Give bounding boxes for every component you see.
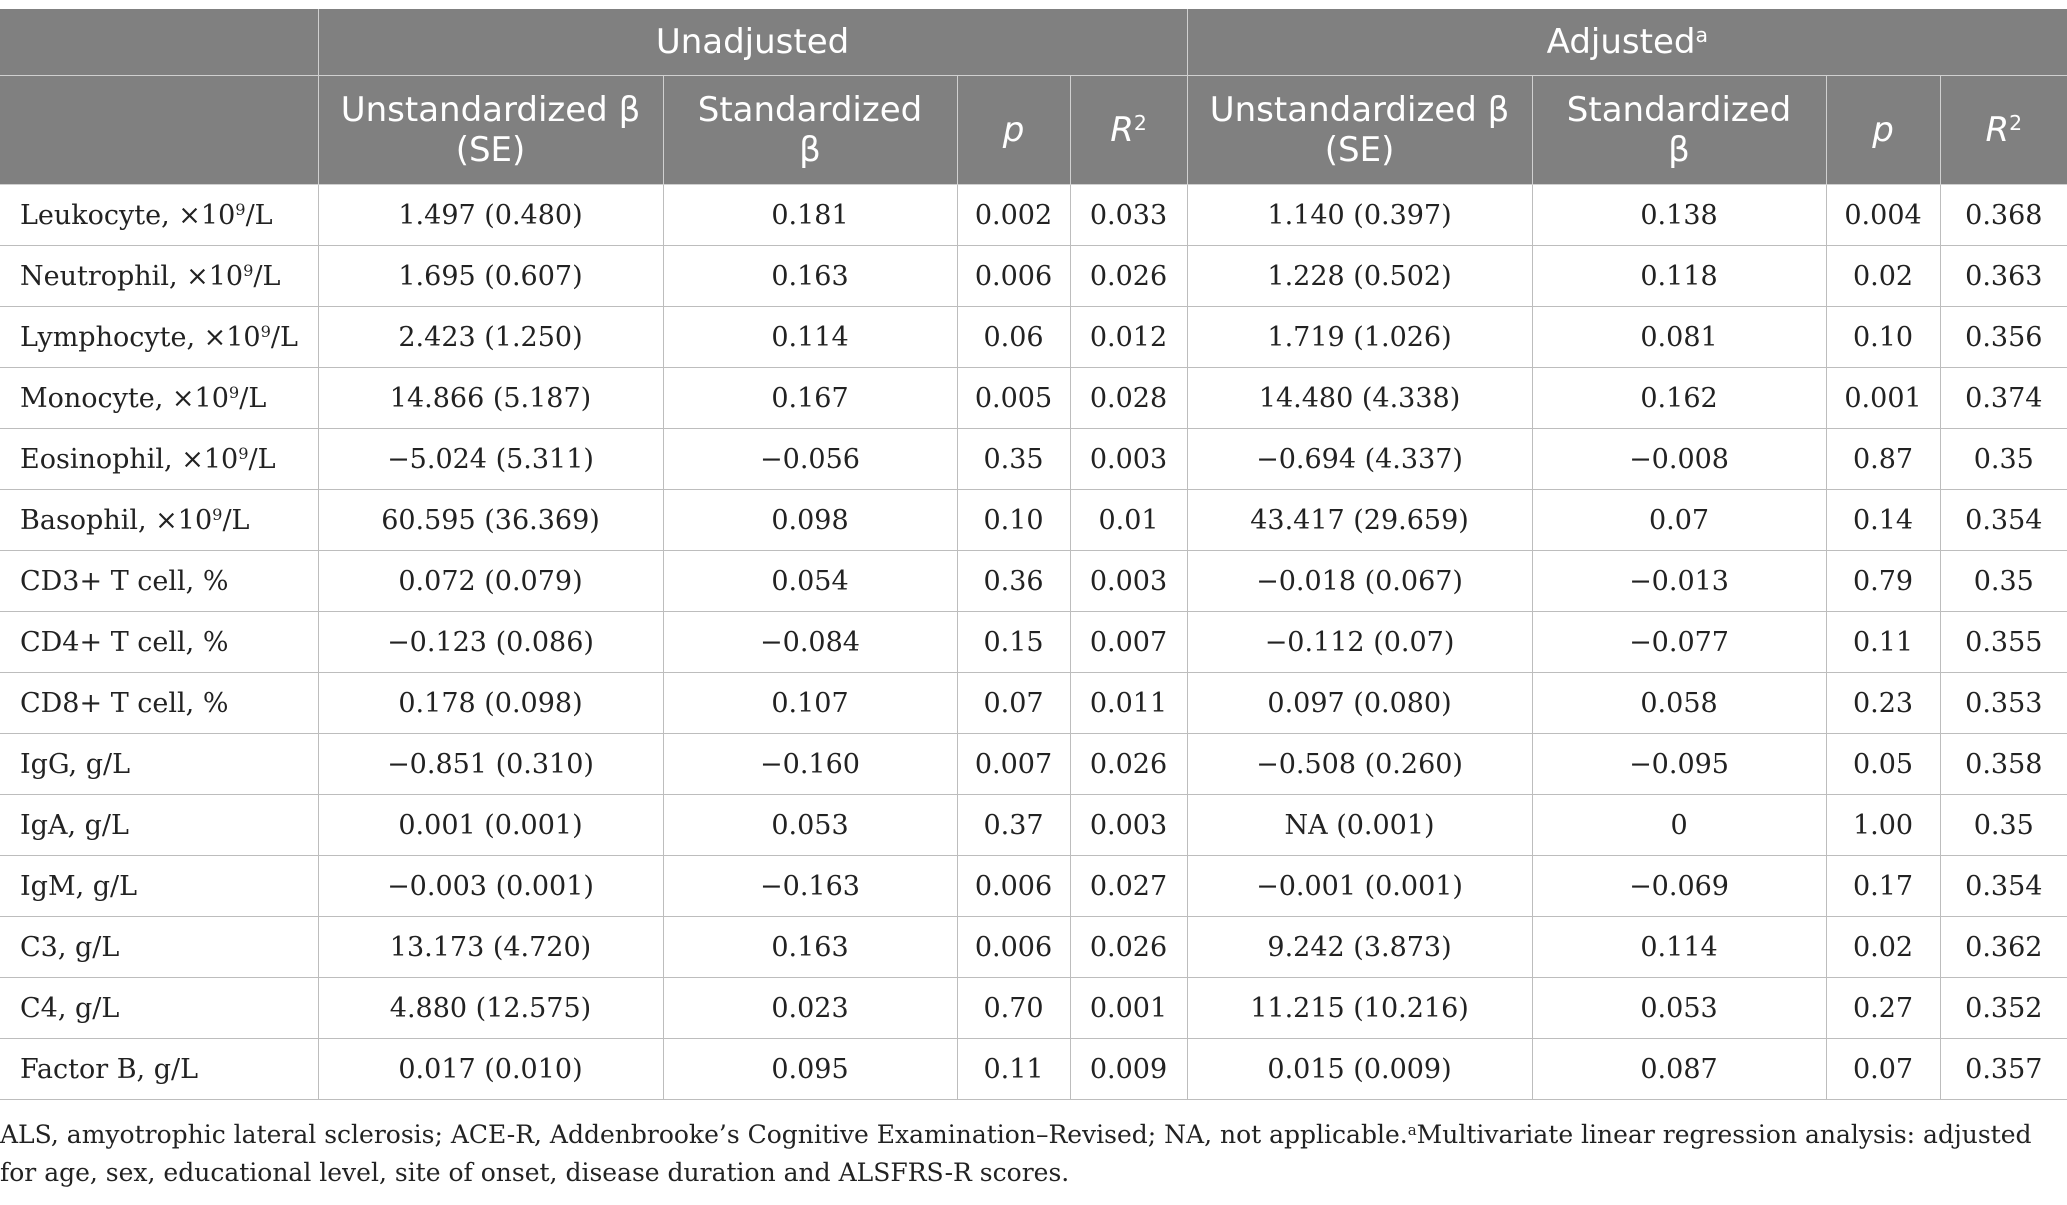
header-variable-cell [0,76,318,185]
unadjusted-unstandardized-beta-cell: 14.866 (5.187) [318,368,663,429]
unadjusted-standardized-beta-cell: 0.053 [663,795,957,856]
adjusted-unstandardized-beta-cell: 1.140 (0.397) [1187,185,1532,246]
row-label-unit: /L [222,504,250,536]
row-label: C4, g/L [20,992,120,1024]
adjusted-p-value-cell: 0.10 [1826,307,1940,368]
unadjusted-r-squared-cell: 0.026 [1070,246,1187,307]
adjusted-r-squared-cell: 0.353 [1940,673,2067,734]
adjusted-r-squared-cell: 0.352 [1940,978,2067,1039]
table-row [0,856,2067,917]
adjusted-standardized-beta-cell: 0 [1532,795,1826,856]
unadjusted-unstandardized-beta-cell: −0.123 (0.086) [318,612,663,673]
unadjusted-r-squared-cell: 0.003 [1070,551,1187,612]
unadjusted-standardized-beta-cell: −0.056 [663,429,957,490]
header-adjusted-label: Adjusted [1546,22,1696,62]
unadjusted-standardized-beta-cell: 0.163 [663,917,957,978]
header-r2-label: R [1110,110,1134,150]
unadjusted-standardized-beta-cell: −0.160 [663,734,957,795]
table-header [0,9,2067,185]
adjusted-p-value-cell: 0.07 [1826,1039,1940,1100]
adjusted-p-value-cell: 0.001 [1826,368,1940,429]
header-adjusted [1187,9,2067,76]
unadjusted-unstandardized-beta-cell: −0.851 (0.310) [318,734,663,795]
unadjusted-r-squared-cell: 0.007 [1070,612,1187,673]
header-std-line1: Standardized [1566,90,1792,130]
row-label-unit: /L [248,443,276,475]
unadjusted-p-value-cell: 0.35 [957,429,1070,490]
table-row [0,795,2067,856]
unadjusted-unstandardized-beta-cell: 0.001 (0.001) [318,795,663,856]
table-row [0,1039,2067,1100]
table-row [0,307,2067,368]
adjusted-standardized-beta-cell: −0.069 [1532,856,1826,917]
row-label-cell [0,612,318,673]
unadjusted-r-squared-cell: 0.028 [1070,368,1187,429]
row-label-unit: /L [253,260,281,292]
row-label: IgA, g/L [20,809,129,841]
header-p-label: p [1872,110,1894,150]
row-label-exponent: 9 [212,504,223,524]
row-label-unit: /L [245,199,273,231]
unadjusted-unstandardized-beta-cell: 0.178 (0.098) [318,673,663,734]
table-row [0,368,2067,429]
unadjusted-unstandardized-beta-cell: 13.173 (4.720) [318,917,663,978]
unadjusted-p-value-cell: 0.11 [957,1039,1070,1100]
row-label: C3, g/L [20,931,120,963]
unadjusted-unstandardized-beta-cell: 0.017 (0.010) [318,1039,663,1100]
adjusted-p-value-cell: 0.17 [1826,856,1940,917]
header-unadjusted-p [957,76,1070,185]
header-unadjusted: Unadjusted [318,9,1187,76]
adjusted-r-squared-cell: 0.363 [1940,246,2067,307]
header-r2-sup: 2 [1133,110,1147,135]
adjusted-p-value-cell: 1.00 [1826,795,1940,856]
adjusted-standardized-beta-cell: −0.095 [1532,734,1826,795]
adjusted-standardized-beta-cell: 0.114 [1532,917,1826,978]
adjusted-p-value-cell: 0.27 [1826,978,1940,1039]
row-label: CD8+ T cell, % [20,687,229,719]
row-label-exponent: 9 [260,321,271,341]
unadjusted-r-squared-cell: 0.01 [1070,490,1187,551]
header-group-row [0,9,2067,76]
unadjusted-p-value-cell: 0.70 [957,978,1070,1039]
row-label-cell [0,856,318,917]
row-label: Lymphocyte, ×10 [20,321,261,353]
unadjusted-p-value-cell: 0.15 [957,612,1070,673]
table-row [0,978,2067,1039]
table-row [0,612,2067,673]
unadjusted-r-squared-cell: 0.026 [1070,734,1187,795]
row-label: CD3+ T cell, % [20,565,229,597]
adjusted-p-value-cell: 0.05 [1826,734,1940,795]
row-label-cell [0,307,318,368]
row-label: Leukocyte, ×10 [20,199,236,231]
header-std-line2: β [1668,130,1690,170]
header-unadjusted-standardized [663,76,957,185]
adjusted-unstandardized-beta-cell: 9.242 (3.873) [1187,917,1532,978]
header-r2-label: R [1985,110,2010,150]
adjusted-unstandardized-beta-cell: −0.694 (4.337) [1187,429,1532,490]
adjusted-r-squared-cell: 0.368 [1940,185,2067,246]
unadjusted-p-value-cell: 0.005 [957,368,1070,429]
adjusted-standardized-beta-cell: 0.118 [1532,246,1826,307]
table-row [0,490,2067,551]
table-row [0,551,2067,612]
adjusted-p-value-cell: 0.004 [1826,185,1940,246]
table-row [0,917,2067,978]
unadjusted-p-value-cell: 0.006 [957,246,1070,307]
adjusted-unstandardized-beta-cell: 1.719 (1.026) [1187,307,1532,368]
adjusted-p-value-cell: 0.23 [1826,673,1940,734]
row-label-cell [0,490,318,551]
header-unstd-line1: Unstandardized β [340,90,641,130]
adjusted-standardized-beta-cell: 0.058 [1532,673,1826,734]
table-body [0,185,2067,1100]
adjusted-r-squared-cell: 0.35 [1940,795,2067,856]
adjusted-r-squared-cell: 0.356 [1940,307,2067,368]
row-label-unit: /L [270,321,298,353]
adjusted-r-squared-cell: 0.354 [1940,856,2067,917]
adjusted-r-squared-cell: 0.357 [1940,1039,2067,1100]
row-label-unit: /L [239,382,267,414]
unadjusted-p-value-cell: 0.10 [957,490,1070,551]
adjusted-unstandardized-beta-cell: NA (0.001) [1187,795,1532,856]
table-row [0,429,2067,490]
header-unstd-line1: Unstandardized β [1209,90,1510,130]
unadjusted-standardized-beta-cell: −0.084 [663,612,957,673]
unadjusted-r-squared-cell: 0.012 [1070,307,1187,368]
adjusted-unstandardized-beta-cell: 14.480 (4.338) [1187,368,1532,429]
row-label: Eosinophil, ×10 [20,443,239,475]
row-label-cell [0,673,318,734]
unadjusted-p-value-cell: 0.007 [957,734,1070,795]
unadjusted-r-squared-cell: 0.033 [1070,185,1187,246]
row-label: Basophil, ×10 [20,504,213,536]
adjusted-p-value-cell: 0.02 [1826,917,1940,978]
unadjusted-unstandardized-beta-cell: −5.024 (5.311) [318,429,663,490]
unadjusted-standardized-beta-cell: 0.114 [663,307,957,368]
unadjusted-standardized-beta-cell: 0.167 [663,368,957,429]
adjusted-r-squared-cell: 0.358 [1940,734,2067,795]
adjusted-r-squared-cell: 0.362 [1940,917,2067,978]
unadjusted-r-squared-cell: 0.003 [1070,429,1187,490]
row-label-cell [0,429,318,490]
header-adjusted-footnote-mark: a [1695,22,1708,47]
unadjusted-p-value-cell: 0.006 [957,917,1070,978]
adjusted-r-squared-cell: 0.355 [1940,612,2067,673]
header-corner-cell [0,9,318,76]
adjusted-r-squared-cell: 0.35 [1940,551,2067,612]
row-label-cell [0,734,318,795]
table-row [0,673,2067,734]
header-adjusted-standardized [1532,76,1826,185]
unadjusted-standardized-beta-cell: 0.095 [663,1039,957,1100]
adjusted-standardized-beta-cell: −0.008 [1532,429,1826,490]
unadjusted-unstandardized-beta-cell: 1.497 (0.480) [318,185,663,246]
adjusted-unstandardized-beta-cell: 1.228 (0.502) [1187,246,1532,307]
adjusted-p-value-cell: 0.11 [1826,612,1940,673]
unadjusted-p-value-cell: 0.36 [957,551,1070,612]
header-adjusted-unstandardized [1187,76,1532,185]
row-label: Monocyte, ×10 [20,382,229,414]
row-label-cell [0,1039,318,1100]
unadjusted-r-squared-cell: 0.009 [1070,1039,1187,1100]
row-label: IgG, g/L [20,748,131,780]
footnote-mark: a [1407,1120,1417,1139]
header-unstd-line2: (SE) [455,130,526,170]
unadjusted-r-squared-cell: 0.027 [1070,856,1187,917]
adjusted-standardized-beta-cell: 0.087 [1532,1039,1826,1100]
footnote-text-before: ALS, amyotrophic lateral sclerosis; ACE-R, Addenbrooke’s Cognitive Examination–Revised; NA, not applicable. [0,1120,1408,1149]
unadjusted-r-squared-cell: 0.003 [1070,795,1187,856]
adjusted-unstandardized-beta-cell: −0.001 (0.001) [1187,856,1532,917]
adjusted-standardized-beta-cell: 0.138 [1532,185,1826,246]
unadjusted-r-squared-cell: 0.026 [1070,917,1187,978]
header-unadjusted-unstandardized [318,76,663,185]
header-adjusted-r2 [1940,76,2067,185]
table-row [0,246,2067,307]
unadjusted-standardized-beta-cell: 0.163 [663,246,957,307]
unadjusted-p-value-cell: 0.006 [957,856,1070,917]
adjusted-r-squared-cell: 0.35 [1940,429,2067,490]
row-label-exponent: 9 [235,199,246,219]
adjusted-standardized-beta-cell: 0.053 [1532,978,1826,1039]
adjusted-p-value-cell: 0.14 [1826,490,1940,551]
header-unadjusted-r2 [1070,76,1187,185]
adjusted-standardized-beta-cell: 0.162 [1532,368,1826,429]
row-label-exponent: 9 [238,443,249,463]
adjusted-unstandardized-beta-cell: 0.015 (0.009) [1187,1039,1532,1100]
row-label: Factor B, g/L [20,1053,199,1085]
header-r2-sup: 2 [2009,110,2023,135]
adjusted-unstandardized-beta-cell: 0.097 (0.080) [1187,673,1532,734]
unadjusted-unstandardized-beta-cell: 60.595 (36.369) [318,490,663,551]
row-label-cell [0,246,318,307]
row-label: CD4+ T cell, % [20,626,229,658]
unadjusted-unstandardized-beta-cell: 0.072 (0.079) [318,551,663,612]
table-row [0,185,2067,246]
table-footnote [0,1116,2060,1192]
adjusted-standardized-beta-cell: 0.081 [1532,307,1826,368]
header-adjusted-p [1826,76,1940,185]
footnote-text-after: Multivariate linear regression analysis: adjusted for age, sex, educational level, site of onset, disease duration and ALSFRS-R scores. [0,1120,2032,1187]
unadjusted-standardized-beta-cell: −0.163 [663,856,957,917]
unadjusted-p-value-cell: 0.07 [957,673,1070,734]
unadjusted-standardized-beta-cell: 0.107 [663,673,957,734]
row-label-cell [0,551,318,612]
adjusted-r-squared-cell: 0.374 [1940,368,2067,429]
unadjusted-standardized-beta-cell: 0.098 [663,490,957,551]
results-table-container [0,9,2067,1100]
unadjusted-unstandardized-beta-cell: 4.880 (12.575) [318,978,663,1039]
row-label-cell [0,795,318,856]
table-row [0,734,2067,795]
unadjusted-standardized-beta-cell: 0.181 [663,185,957,246]
row-label-exponent: 9 [228,382,240,402]
row-label: IgM, g/L [20,870,138,902]
unadjusted-unstandardized-beta-cell: 2.423 (1.250) [318,307,663,368]
header-unstd-line2: (SE) [1324,130,1395,170]
unadjusted-standardized-beta-cell: 0.023 [663,978,957,1039]
unadjusted-p-value-cell: 0.002 [957,185,1070,246]
adjusted-r-squared-cell: 0.354 [1940,490,2067,551]
header-p-label: p [1002,110,1025,150]
adjusted-standardized-beta-cell: 0.07 [1532,490,1826,551]
header-std-line1: Standardized [697,90,923,130]
unadjusted-r-squared-cell: 0.011 [1070,673,1187,734]
header-std-line2: β [799,130,821,170]
adjusted-p-value-cell: 0.79 [1826,551,1940,612]
unadjusted-r-squared-cell: 0.001 [1070,978,1187,1039]
regression-results-table [0,9,2067,1100]
adjusted-p-value-cell: 0.02 [1826,246,1940,307]
unadjusted-p-value-cell: 0.06 [957,307,1070,368]
row-label-exponent: 9 [243,260,254,280]
adjusted-standardized-beta-cell: −0.077 [1532,612,1826,673]
header-column-row [0,76,2067,185]
adjusted-unstandardized-beta-cell: 43.417 (29.659) [1187,490,1532,551]
row-label-cell [0,185,318,246]
adjusted-unstandardized-beta-cell: −0.508 (0.260) [1187,734,1532,795]
row-label-cell [0,368,318,429]
row-label-cell [0,978,318,1039]
unadjusted-standardized-beta-cell: 0.054 [663,551,957,612]
adjusted-standardized-beta-cell: −0.013 [1532,551,1826,612]
adjusted-p-value-cell: 0.87 [1826,429,1940,490]
row-label-cell [0,917,318,978]
adjusted-unstandardized-beta-cell: −0.112 (0.07) [1187,612,1532,673]
adjusted-unstandardized-beta-cell: 11.215 (10.216) [1187,978,1532,1039]
adjusted-unstandardized-beta-cell: −0.018 (0.067) [1187,551,1532,612]
unadjusted-unstandardized-beta-cell: −0.003 (0.001) [318,856,663,917]
unadjusted-unstandardized-beta-cell: 1.695 (0.607) [318,246,663,307]
row-label: Neutrophil, ×10 [20,260,244,292]
unadjusted-p-value-cell: 0.37 [957,795,1070,856]
